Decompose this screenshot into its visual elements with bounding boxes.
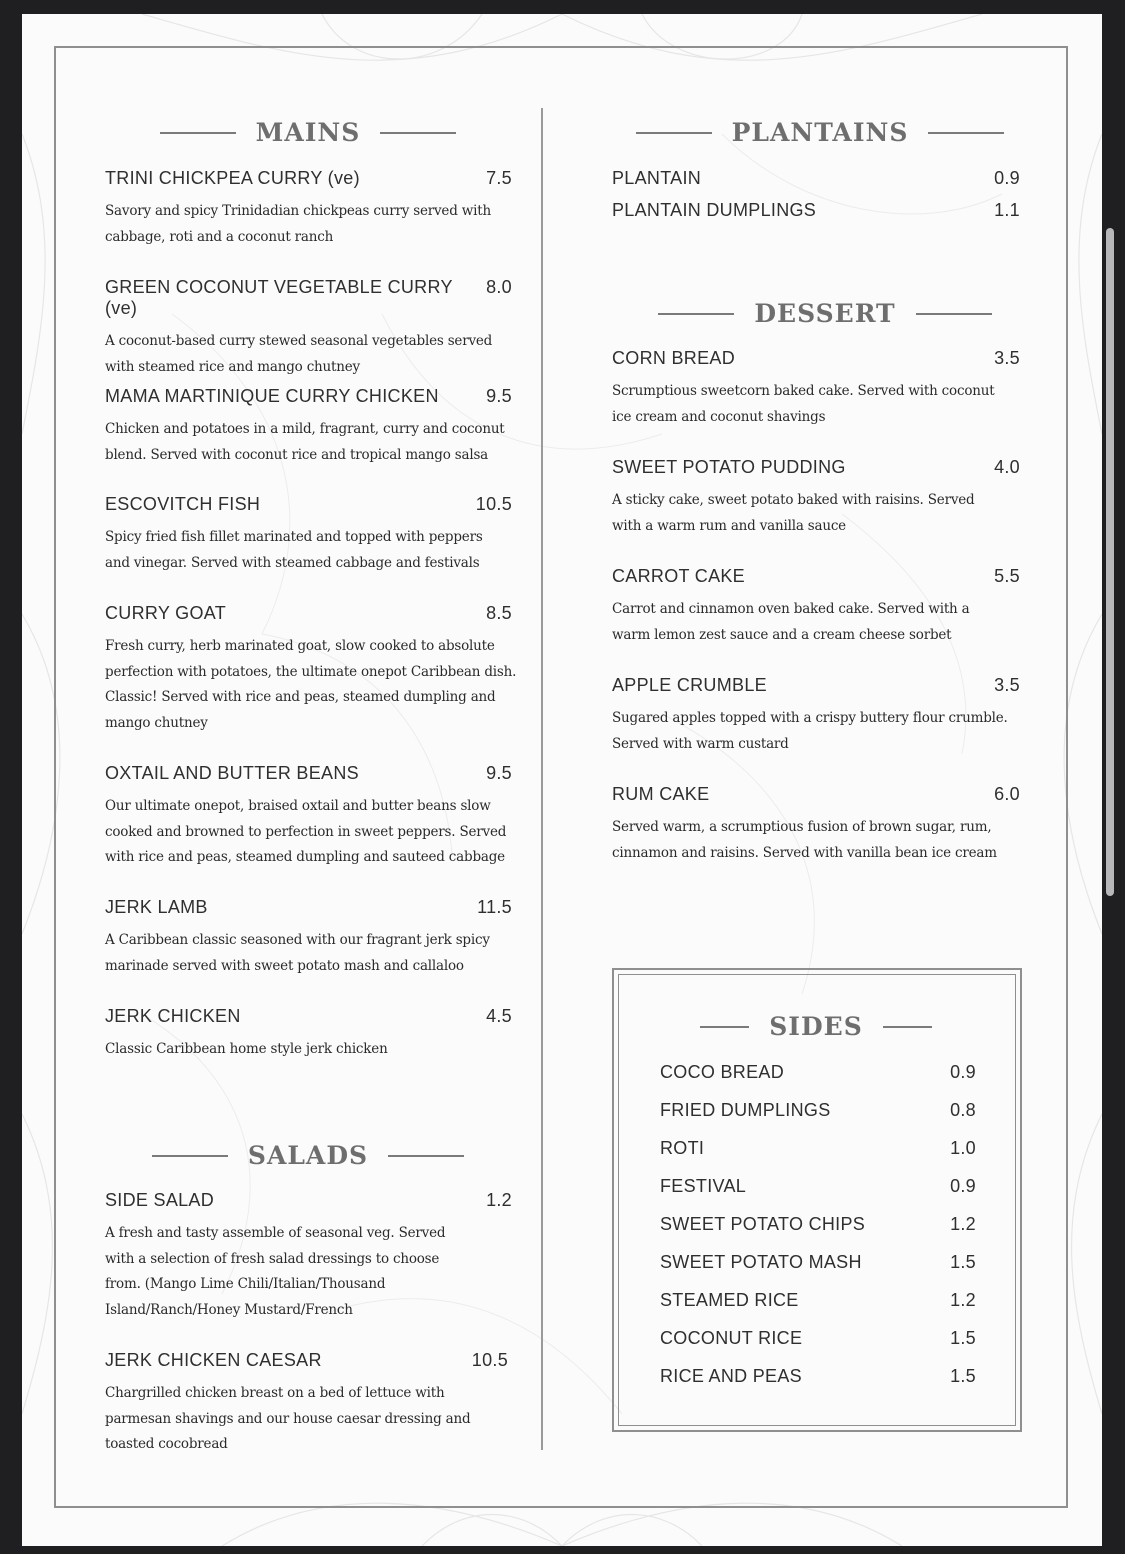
heading-rule [152,1155,228,1157]
item-description: Scrumptious sweetcorn baked cake. Served with coconut ice cream and coconut shavings [612,383,995,425]
heading-rule [928,132,1004,134]
side-item [660,1290,976,1311]
side-price: 1.5 [950,1366,976,1386]
menu-item [105,168,512,250]
menu-item [105,494,512,576]
side-price: 1.5 [950,1252,976,1272]
side-item [660,1138,976,1159]
item-price: 6.0 [994,784,1020,804]
item-price: 0.9 [994,168,1020,188]
item-description: Our ultimate onepot, braised oxtail and butter beans slow cooked and browned to perfection in sweet peppers. Served with rice and peas, steamed dumpling and sauteed cabbage [105,798,507,865]
side-item [660,1214,976,1235]
menu-item [612,675,1020,757]
side-name: SWEET POTATO CHIPS [660,1214,866,1234]
scrollbar-thumb[interactable] [1106,228,1114,896]
side-item [660,1100,976,1121]
item-description: Served warm, a scrumptious fusion of brown sugar, rum, cinnamon and raisins. Served with vanilla bean ice cream [612,819,997,861]
side-name: FRIED DUMPLINGS [660,1100,831,1120]
mains-heading-text: MAINS [255,118,361,147]
item-name: JERK CHICKEN [105,1006,241,1026]
dessert-heading-text: DESSERT [754,299,896,328]
menu-item [105,386,512,468]
item-price: 4.5 [486,1006,512,1026]
side-price: 1.0 [950,1138,976,1158]
salads-heading-text: SALADS [247,1141,369,1170]
heading-rule [883,1026,932,1028]
item-name: APPLE CRUMBLE [612,675,767,695]
item-name: CARROT CAKE [612,566,745,586]
heading-rule [160,132,236,134]
item-description: Sugared apples topped with a crispy buttery flour crumble. Served with warm custard [612,710,1008,752]
item-name: RUM CAKE [612,784,710,804]
item-price: 8.0 [486,277,512,297]
item-description: Chicken and potatoes in a mild, fragrant, curry and coconut blend. Served with coconut rice and tropical mango salsa [105,421,505,463]
side-name: RICE AND PEAS [660,1366,802,1386]
menu-item [612,566,1020,648]
sides-heading [700,1012,932,1041]
dessert-heading [640,299,1010,328]
item-description: Fresh curry, herb marinated goat, slow cooked to absolute perfection with potatoes, the ultimate onepot Caribbean dish. Classic! Served with rice and peas, steamed dumpling and mango chutney [105,638,517,731]
side-price: 1.2 [950,1214,976,1234]
item-description: Spicy fried fish fillet marinated and topped with peppers and vinegar. Served with steamed cabbage and festivals [105,529,483,571]
item-description: Chargrilled chicken breast on a bed of lettuce with parmesan shavings and our house caesar dressing and toasted cocobread [105,1385,471,1452]
plantains-heading-text: PLANTAINS [731,118,909,147]
mains-heading [150,118,466,147]
sides-heading-text: SIDES [769,1012,863,1041]
side-item [660,1328,976,1349]
side-price: 0.9 [950,1176,976,1196]
column-divider [541,108,543,1450]
side-name: ROTI [660,1138,705,1158]
item-price: 3.5 [994,675,1020,695]
item-price: 8.5 [486,603,512,623]
side-price: 1.5 [950,1328,976,1348]
side-price: 0.8 [950,1100,976,1120]
heading-rule [636,132,712,134]
side-item [660,1176,976,1197]
item-price: 4.0 [994,457,1020,477]
item-price: 1.2 [486,1190,512,1210]
item-name: SIDE SALAD [105,1190,215,1210]
menu-item [105,1006,512,1063]
salads-heading [150,1141,466,1170]
menu-item [612,784,1020,866]
menu-item [105,1350,508,1458]
item-name: MAMA MARTINIQUE CURRY CHICKEN [105,386,439,406]
heading-rule [700,1026,749,1028]
item-name: JERK CHICKEN CAESAR [105,1350,322,1370]
menu-item [105,1190,512,1323]
heading-rule [658,313,734,315]
plantains-heading [630,118,1010,147]
heading-rule [380,132,456,134]
item-description: A Caribbean classic seasoned with our fragrant jerk spicy marinade served with sweet potato mash and callaloo [105,932,490,974]
heading-rule [388,1155,464,1157]
side-item [660,1366,976,1387]
item-name: TRINI CHICKPEA CURRY (ve) [105,168,360,188]
item-price: 9.5 [486,763,512,783]
item-description: A sticky cake, sweet potato baked with raisins. Served with a warm rum and vanilla sauce [612,492,975,534]
menu-item [612,457,1020,539]
item-name: PLANTAIN [612,168,702,188]
side-item [660,1062,976,1083]
side-name: FESTIVAL [660,1176,747,1196]
menu-item [105,897,512,979]
item-name: ESCOVITCH FISH [105,494,261,514]
item-name: OXTAIL AND BUTTER BEANS [105,763,359,783]
menu-item [612,348,1020,430]
sides-box-inner-border [618,974,1016,1426]
item-description: A fresh and tasty assemble of seasonal veg. Served with a selection of fresh salad dressings to choose from. (Mango Lime Chili/Italian/Thousand Island/Ranch/Honey Mustard/French [105,1225,446,1318]
item-price: 10.5 [475,494,512,514]
item-name: PLANTAIN DUMPLINGS [612,200,817,220]
item-name: SWEET POTATO PUDDING [612,457,846,477]
side-name: COCO BREAD [660,1062,785,1082]
item-name: CURRY GOAT [105,603,227,623]
heading-rule [916,313,992,315]
item-price: 9.5 [486,386,512,406]
item-price: 1.1 [994,200,1020,220]
side-name: STEAMED RICE [660,1290,799,1310]
item-price: 3.5 [994,348,1020,368]
side-item [660,1252,976,1273]
item-description: Classic Caribbean home style jerk chicken [105,1041,388,1057]
item-price: 5.5 [994,566,1020,586]
item-name: CORN BREAD [612,348,736,368]
side-name: SWEET POTATO MASH [660,1252,862,1272]
item-price: 10.5 [471,1350,508,1370]
item-price: 7.5 [486,168,512,188]
menu-item [612,168,1020,189]
menu-item [612,200,1020,221]
item-name: GREEN COCONUT VEGETABLE CURRY (ve) [105,277,453,318]
menu-item [105,763,512,871]
side-price: 0.9 [950,1062,976,1082]
side-name: COCONUT RICE [660,1328,803,1348]
item-description: A coconut-based curry stewed seasonal vegetables served with steamed rice and mango chutney [105,333,493,375]
item-description: Carrot and cinnamon oven baked cake. Served with a warm lemon zest sauce and a cream cheese sorbet [612,601,970,643]
side-price: 1.2 [950,1290,976,1310]
item-description: Savory and spicy Trinidadian chickpeas curry served with cabbage, roti and a coconut ranch [105,203,491,245]
item-price: 11.5 [477,897,512,917]
menu-item [105,603,517,736]
item-name: JERK LAMB [105,897,208,917]
menu-item [105,277,512,380]
